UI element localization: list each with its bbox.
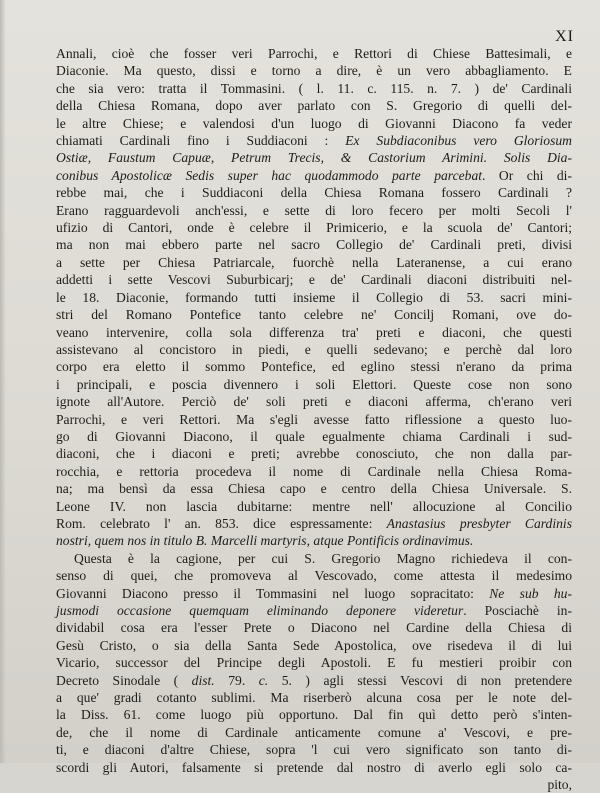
- text-line: [56, 776, 572, 793]
- text-span: 5. ) agli stessi Vescovi di non pretendere: [268, 672, 572, 688]
- text-line: [56, 45, 572, 62]
- text-line: [56, 393, 572, 410]
- text-line: [56, 724, 572, 741]
- text-span: Questa è la cagione, per cui S. Gregorio Magno richiedeva il con-: [74, 550, 572, 566]
- text-span: Annali, cioè che fosser veri Parrochi, e Rettori di Chiese Battesimali, e: [56, 46, 572, 61]
- text-span: go di Giovanni Diacono, il quale egualmente chiama Cardinali i sud-: [56, 428, 572, 444]
- text-line: [56, 654, 572, 671]
- text-span: Erano ragguardevoli anch'essi, e sette di loro fecero per molti Secoli l': [56, 202, 572, 218]
- text-line: [56, 515, 572, 532]
- italic-text: Ne sub hu-: [489, 585, 572, 601]
- text-span: la Diss. 61. come luogo più opportuno. Dal fin quì detto però s'inten-: [56, 707, 572, 723]
- text-line: [56, 132, 572, 149]
- text-span: corpo era eletto il sommo Pontefice, ed eglino stessi n'erano da prima: [56, 359, 572, 375]
- text-span: addetti i sette Vescovi Suburbicarj; e de' Cardinali diaconi distribuiti nel-: [56, 272, 572, 288]
- text-span: della Chiesa Romana, dopo aver parlato con S. Gregorio di quelli del-: [56, 98, 572, 114]
- text-span: rocchia, e rettoria procedeva il nome di Cardinale nella Chiesa Roma-: [56, 463, 572, 479]
- text-span: a sette per Chiesa Patriarcale, fuorchè nella Lateranense, a cui erano: [56, 254, 572, 270]
- text-span: che sia vero: tratta il Tommasini. ( l. 11. c. 115. n. 7. ) de' Cardinali: [56, 80, 572, 96]
- text-line: [56, 341, 572, 358]
- text-span: Parrochi, e veri Rettori. Ma s'egli avesse fatto riflessione a questo luo-: [56, 411, 572, 427]
- text-line: [56, 219, 572, 236]
- text-span: i principali, e poscia divennero i soli Elettori. Queste cose non sono: [56, 376, 572, 392]
- text-line: [56, 498, 572, 515]
- italic-text: jusmodi occasione quemquam eliminando deponere videretur: [56, 603, 464, 618]
- text-line: [56, 463, 572, 480]
- text-line: [56, 759, 572, 776]
- text-span: Giovanni Diacono presso il Tommasini nel luogo sopracitato:: [56, 585, 490, 601]
- text-span: le altre Chiese; e valendosi d'un luogo di Giovanni Diacono fa veder: [56, 115, 572, 131]
- text-span: chiamati Cardinali fino i Suddiaconi :: [56, 133, 346, 149]
- text-line: [56, 532, 572, 549]
- text-span: veano intervenire, colla sola differenza tra' preti e diaconi, che questi: [56, 324, 572, 340]
- text-line: [56, 550, 572, 567]
- text-line: [56, 236, 572, 253]
- text-span: na; ma bensì da essa Chiesa capo e centro della Chiesa Universale. S.: [56, 481, 572, 497]
- text-span: ma non mai ebbero parte nel sacro Collegio de' Cardinali preti, divisi: [56, 237, 572, 253]
- text-line: [56, 97, 572, 114]
- body-text: [56, 45, 572, 793]
- text-span: 79.: [214, 672, 259, 688]
- page-spine-shadow: [0, 0, 6, 763]
- text-line: [56, 149, 572, 166]
- text-line: [56, 411, 572, 428]
- text-line: [56, 619, 572, 636]
- text-line: [56, 358, 572, 375]
- text-span: scordi gli Autori, falsamente si pretende dal nostro di averlo egli solo ca-: [56, 759, 572, 775]
- text-line: [56, 167, 572, 184]
- italic-text: dist.: [191, 672, 215, 688]
- italic-text: Ex Subdiaconibus vero Gloriosum: [345, 133, 572, 149]
- text-span: le 18. Diaconie, formando tutti insieme il Collegio di 53. sacri mini-: [56, 289, 572, 305]
- text-line: [56, 741, 572, 758]
- text-span: Rom. celebrato l' an. 853. dice espressamente:: [56, 515, 387, 531]
- text-span: . Or chi di-: [482, 167, 572, 183]
- text-span: ufizio di Cantori, onde è celebre il Primicerio, e la scuola de' Cantori;: [56, 220, 572, 236]
- text-span: Diaconie. Ma questo, dissi e torno a dire, è un vero abbagliamento. E: [56, 63, 572, 79]
- text-line: [56, 184, 572, 201]
- text-line: [56, 585, 572, 602]
- text-line: [56, 306, 572, 323]
- text-line: [56, 289, 572, 306]
- text-span: Gesù Cristo, o sia della Santa Sede Apostolica, ove risedeva il di lui: [56, 637, 572, 653]
- text-span: senso di quei, che promoveva al Vescovado, come attesta il medesimo: [56, 568, 572, 584]
- text-line: [56, 637, 572, 654]
- text-span: de, che il nome di Cardinale anticamente comune a' Vescovi, e pre-: [56, 724, 572, 740]
- italic-text: Ostiæ, Faustum Capuæ, Petrum Trecis, & Castorium Arimini. Solis Dia-: [56, 150, 572, 166]
- text-span: diaconi, che i diaconi e preti; avrebbe conosciuto, che non dalla par-: [56, 446, 572, 462]
- text-line: [56, 376, 572, 393]
- text-span: stri del Romano Pontefice tanto celebre ne' Concilj Romani, ove do-: [56, 307, 572, 323]
- text-line: [56, 324, 572, 341]
- text-line: [56, 271, 572, 288]
- text-span: Leone IV. non lascia dubitarne: mentre nell' allocuzione al Concilio: [56, 498, 572, 514]
- text-span: Vicario, successor del Principe degli Apostoli. E fu mestieri proibir con: [56, 655, 572, 671]
- page-number: XI: [555, 28, 574, 45]
- text-span: ti, e diaconi d'altre Chiese, sopra 'l cui vero significato son tanto di-: [56, 742, 572, 758]
- italic-text: conibus Apostolicæ Sedis super hac quodammodo parte parcebat: [56, 167, 483, 183]
- text-span: pito,: [547, 777, 572, 793]
- text-line: [56, 672, 572, 689]
- text-line: [56, 202, 572, 219]
- text-span: a que' gradi cotanto sublimi. Ma riserberò alcuna cosa per le note del-: [56, 690, 572, 706]
- text-span: ignote all'Autore. Perciò de' soli preti e diaconi afferma, ch'erano veri: [56, 394, 572, 410]
- text-line: [56, 689, 572, 706]
- text-span: . Posciachè in-: [463, 603, 572, 618]
- text-line: [56, 706, 572, 723]
- text-line: [56, 80, 572, 97]
- text-span: assistevano al concistoro in piedi, e quelli sedevano; e perchè dal loro: [56, 341, 572, 357]
- text-span: rebbe mai, che i Suddiaconi della Chiesa Romana fossero Cardinali ?: [56, 185, 572, 201]
- text-span: Decreto Sinodale (: [56, 672, 192, 688]
- text-line: [56, 567, 572, 584]
- text-line: [56, 115, 572, 132]
- italic-text: Anastasius presbyter Cardinis: [386, 515, 572, 531]
- italic-text: c.: [258, 672, 269, 688]
- text-line: [56, 62, 572, 79]
- text-line: [56, 254, 572, 271]
- text-line: [56, 428, 572, 445]
- text-span: dividabil cosa era l'esser Prete o Diacono nel Cardine della Chiesa di: [56, 620, 572, 636]
- text-line: [56, 602, 572, 619]
- text-line: [56, 445, 572, 462]
- text-line: [56, 480, 572, 497]
- italic-text: nostri, quem nos in titulo B. Marcelli martyris, atque Pontificis ordinavimus.: [56, 533, 474, 549]
